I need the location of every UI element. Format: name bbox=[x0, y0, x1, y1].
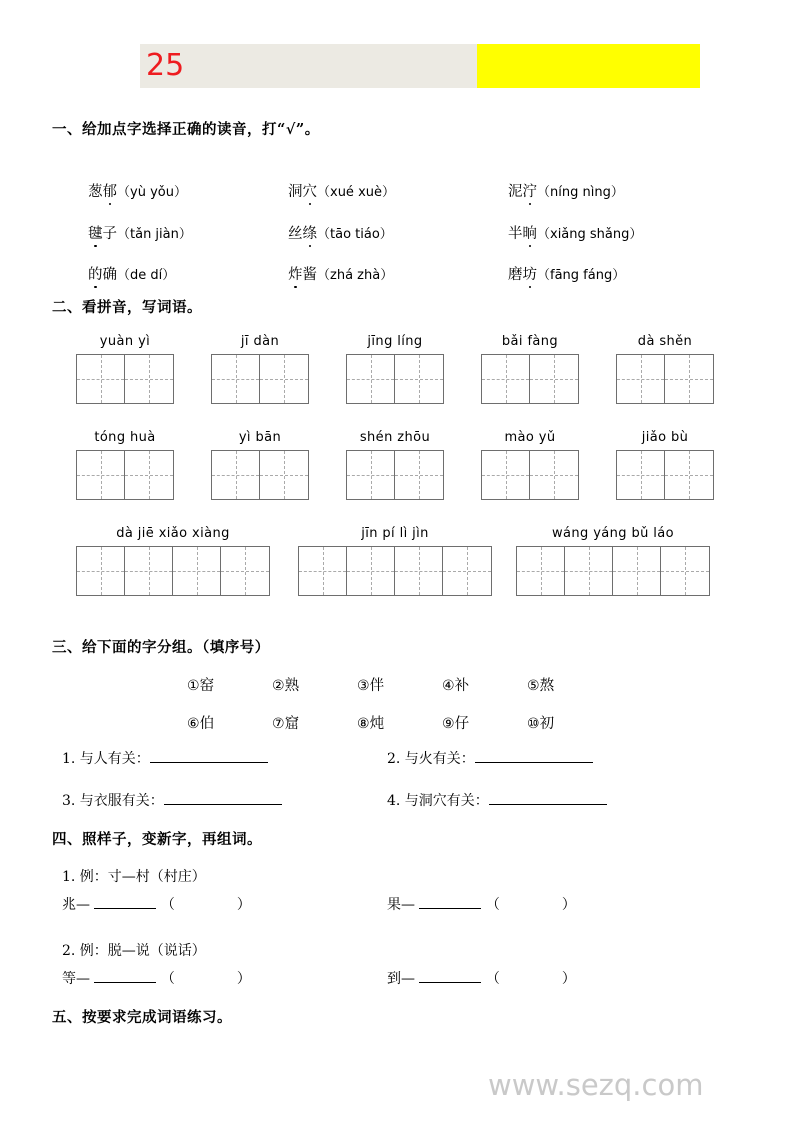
group-question[interactable] bbox=[62, 748, 268, 768]
choice-options[interactable]: （xiǎng shǎng） bbox=[537, 227, 643, 242]
pinyin-write-group[interactable] bbox=[76, 526, 270, 596]
char-glyph: 伴 bbox=[369, 678, 385, 694]
tianzige-cell[interactable] bbox=[125, 451, 173, 499]
choice-options[interactable]: （tǎn jiàn） bbox=[117, 227, 192, 242]
new-char-blank[interactable] bbox=[94, 908, 156, 909]
tianzige-cell[interactable] bbox=[173, 547, 221, 595]
tianzige-cell[interactable] bbox=[260, 355, 308, 403]
char-index: ⑤ bbox=[527, 678, 540, 694]
choice-word-post: 确 bbox=[102, 267, 117, 283]
site-watermark: www.sezq.com bbox=[488, 1068, 704, 1102]
tianzige-grid[interactable] bbox=[516, 546, 710, 596]
group-question-label: 2. 与火有关： bbox=[387, 751, 475, 767]
pinyin-label: jīn pí lì jìn bbox=[361, 526, 429, 541]
close-paren: ） bbox=[236, 897, 251, 913]
tianzige-cell[interactable] bbox=[395, 547, 443, 595]
tianzige-cell[interactable] bbox=[482, 451, 530, 499]
tianzige-grid[interactable] bbox=[76, 546, 270, 596]
section-4-example-2: 2. 例：脱—说（说话） bbox=[62, 943, 206, 959]
tianzige-cell[interactable] bbox=[77, 355, 125, 403]
pinyin-label: dà shěn bbox=[637, 334, 693, 349]
tianzige-grid[interactable] bbox=[481, 450, 579, 500]
pinyin-label: yì bān bbox=[238, 430, 282, 445]
pinyin-label: mào yǔ bbox=[504, 430, 556, 445]
pinyin-write-group[interactable] bbox=[616, 334, 714, 404]
choice-word-pre: 泥 bbox=[508, 184, 523, 200]
open-paren: （ bbox=[160, 971, 175, 987]
choice-word-pre: 洞 bbox=[288, 184, 303, 200]
char-index: ⑩ bbox=[527, 716, 540, 732]
char-index: ① bbox=[187, 678, 200, 694]
char-index: ④ bbox=[442, 678, 455, 694]
tianzige-grid[interactable] bbox=[481, 354, 579, 404]
new-char-blank[interactable] bbox=[419, 908, 481, 909]
pinyin-write-group[interactable] bbox=[346, 334, 444, 404]
char-glyph: 仔 bbox=[454, 716, 470, 732]
choice-options[interactable]: （tāo tiáo） bbox=[317, 227, 393, 242]
tianzige-cell[interactable] bbox=[347, 451, 395, 499]
section-1-title: 一、给加点字选择正确的读音，打“√”。 bbox=[52, 121, 320, 138]
choice-word-pre: 葱 bbox=[88, 184, 103, 200]
choice-item[interactable] bbox=[288, 222, 393, 243]
choice-word-pre: 半 bbox=[508, 226, 523, 242]
section-4-title: 四、照样子，变新字，再组词。 bbox=[52, 831, 262, 848]
char-glyph: 窑 bbox=[199, 678, 215, 694]
tianzige-cell[interactable] bbox=[260, 451, 308, 499]
tianzige-cell[interactable] bbox=[530, 451, 578, 499]
choice-word-dotted: 毽 bbox=[88, 222, 103, 243]
group-question-label: 4. 与洞穴有关： bbox=[387, 793, 489, 809]
choice-item[interactable] bbox=[508, 222, 642, 243]
choice-word-dotted: 的 bbox=[88, 263, 103, 284]
char-glyph: 初 bbox=[539, 716, 555, 732]
char-index: ② bbox=[272, 678, 285, 694]
pinyin-write-group[interactable] bbox=[516, 526, 710, 596]
new-char-blank[interactable] bbox=[419, 982, 481, 983]
choice-item[interactable] bbox=[88, 180, 187, 201]
tianzige-grid[interactable] bbox=[76, 354, 174, 404]
char-glyph: 熬 bbox=[539, 678, 555, 694]
char-index: ⑧ bbox=[357, 716, 370, 732]
new-char-exercise[interactable] bbox=[387, 894, 576, 914]
section-5-title: 五、按要求完成词语练习。 bbox=[52, 1009, 232, 1026]
choice-options[interactable]: （yù yǒu） bbox=[117, 185, 187, 200]
tianzige-cell[interactable] bbox=[395, 355, 443, 403]
numbered-char-item[interactable] bbox=[527, 674, 554, 695]
group-question[interactable] bbox=[62, 790, 282, 810]
choice-word-dotted: 坊 bbox=[523, 263, 538, 284]
choice-word-dotted: 晌 bbox=[523, 222, 538, 243]
numbered-char-item[interactable] bbox=[357, 674, 384, 695]
tianzige-cell[interactable] bbox=[125, 355, 173, 403]
pinyin-label: bǎi fàng bbox=[501, 334, 559, 349]
choice-item[interactable] bbox=[288, 263, 393, 284]
tianzige-cell[interactable] bbox=[665, 355, 713, 403]
numbered-char-item[interactable] bbox=[357, 712, 384, 733]
pinyin-label: wáng yáng bǔ láo bbox=[551, 526, 675, 541]
numbered-char-item[interactable] bbox=[272, 674, 299, 695]
tianzige-cell[interactable] bbox=[125, 547, 173, 595]
new-char-lead: 果— bbox=[387, 897, 415, 913]
numbered-char-item[interactable] bbox=[187, 674, 214, 695]
tianzige-cell[interactable] bbox=[77, 451, 125, 499]
tianzige-cell[interactable] bbox=[565, 547, 613, 595]
tianzige-grid[interactable] bbox=[298, 546, 492, 596]
pinyin-write-group[interactable] bbox=[211, 334, 309, 404]
tianzige-cell[interactable] bbox=[212, 355, 260, 403]
group-question[interactable] bbox=[387, 790, 607, 810]
choice-word-pre: 丝 bbox=[288, 226, 303, 242]
tianzige-cell[interactable] bbox=[517, 547, 565, 595]
close-paren: ） bbox=[236, 971, 251, 987]
numbered-char-item[interactable] bbox=[442, 712, 469, 733]
pinyin-label: jiǎo bù bbox=[641, 430, 689, 445]
new-char-lead: 兆— bbox=[62, 897, 90, 913]
tianzige-cell[interactable] bbox=[347, 355, 395, 403]
tianzige-grid[interactable] bbox=[616, 450, 714, 500]
char-glyph: 伯 bbox=[199, 716, 215, 732]
choice-options[interactable]: （de dí） bbox=[117, 268, 176, 283]
choice-word-pre: 磨 bbox=[508, 267, 523, 283]
pinyin-write-group[interactable] bbox=[346, 430, 444, 500]
choice-word-post: 子 bbox=[102, 226, 117, 242]
char-glyph: 窟 bbox=[284, 716, 300, 732]
answer-blank[interactable] bbox=[150, 762, 268, 763]
char-index: ⑥ bbox=[187, 716, 200, 732]
pinyin-label: yuàn yì bbox=[99, 334, 151, 349]
tianzige-cell[interactable] bbox=[617, 451, 665, 499]
pinyin-label: dà jiē xiǎo xiàng bbox=[116, 526, 230, 541]
char-glyph: 熟 bbox=[284, 678, 300, 694]
new-char-exercise[interactable] bbox=[387, 968, 576, 988]
header-yellow-highlight bbox=[477, 44, 700, 88]
numbered-char-item[interactable] bbox=[187, 712, 214, 733]
pinyin-write-group[interactable] bbox=[211, 430, 309, 500]
choice-word-dotted: 泞 bbox=[523, 180, 538, 201]
tianzige-cell[interactable] bbox=[482, 355, 530, 403]
pinyin-write-group[interactable] bbox=[76, 430, 174, 500]
tianzige-grid[interactable] bbox=[346, 450, 444, 500]
tianzige-cell[interactable] bbox=[530, 355, 578, 403]
section-2-title: 二、看拼音，写词语。 bbox=[52, 299, 202, 316]
pinyin-label: jī dàn bbox=[240, 334, 280, 349]
open-paren: （ bbox=[485, 897, 500, 913]
choice-word-post: 酱 bbox=[302, 267, 317, 283]
pinyin-write-group[interactable] bbox=[298, 526, 492, 596]
char-glyph: 补 bbox=[454, 678, 470, 694]
group-question[interactable] bbox=[387, 748, 593, 768]
tianzige-cell[interactable] bbox=[77, 547, 125, 595]
close-paren: ） bbox=[561, 971, 576, 987]
tianzige-cell[interactable] bbox=[395, 451, 443, 499]
tianzige-grid[interactable] bbox=[76, 450, 174, 500]
pinyin-label: jīng líng bbox=[367, 334, 423, 349]
choice-word-dotted: 郁 bbox=[103, 180, 118, 201]
char-glyph: 炖 bbox=[369, 716, 385, 732]
choice-item[interactable] bbox=[508, 263, 625, 284]
section-3-title: 三、给下面的字分组。（填序号） bbox=[52, 639, 270, 656]
open-paren: （ bbox=[160, 897, 175, 913]
choice-options[interactable]: （xué xuè） bbox=[317, 185, 395, 200]
tianzige-cell[interactable] bbox=[221, 547, 269, 595]
choice-options[interactable]: （zhá zhà） bbox=[317, 268, 394, 283]
choice-item[interactable] bbox=[88, 222, 192, 243]
choice-word-dotted: 绦 bbox=[303, 222, 318, 243]
tianzige-grid[interactable] bbox=[211, 450, 309, 500]
header-banner bbox=[140, 44, 700, 88]
tianzige-cell[interactable] bbox=[665, 451, 713, 499]
pinyin-write-group[interactable] bbox=[616, 430, 714, 500]
choice-word-dotted: 穴 bbox=[303, 180, 318, 201]
new-char-lead: 等— bbox=[62, 971, 90, 987]
pinyin-write-group[interactable] bbox=[76, 334, 174, 404]
header-beige-bar bbox=[140, 44, 477, 88]
tianzige-cell[interactable] bbox=[347, 547, 395, 595]
group-question-label: 1. 与人有关： bbox=[62, 751, 150, 767]
tianzige-cell[interactable] bbox=[617, 355, 665, 403]
tianzige-cell[interactable] bbox=[212, 451, 260, 499]
new-char-exercise[interactable] bbox=[62, 968, 251, 988]
new-char-lead: 到— bbox=[387, 971, 415, 987]
lesson-number: 25 bbox=[146, 48, 185, 83]
numbered-char-item[interactable] bbox=[272, 712, 299, 733]
choice-item[interactable] bbox=[288, 180, 395, 201]
pinyin-label: shén zhōu bbox=[359, 430, 431, 445]
tianzige-cell[interactable] bbox=[613, 547, 661, 595]
pinyin-write-group[interactable] bbox=[481, 430, 579, 500]
choice-item[interactable] bbox=[508, 180, 624, 201]
tianzige-grid[interactable] bbox=[346, 354, 444, 404]
new-char-exercise[interactable] bbox=[62, 894, 251, 914]
open-paren: （ bbox=[485, 971, 500, 987]
char-index: ⑨ bbox=[442, 716, 455, 732]
close-paren: ） bbox=[561, 897, 576, 913]
numbered-char-item[interactable] bbox=[527, 712, 554, 733]
tianzige-cell[interactable] bbox=[443, 547, 491, 595]
tianzige-cell[interactable] bbox=[661, 547, 709, 595]
section-4-example-1: 1. 例：寸—村（村庄） bbox=[62, 869, 206, 885]
answer-blank[interactable] bbox=[475, 762, 593, 763]
tianzige-cell[interactable] bbox=[299, 547, 347, 595]
new-char-blank[interactable] bbox=[94, 982, 156, 983]
answer-blank[interactable] bbox=[164, 804, 282, 805]
tianzige-grid[interactable] bbox=[616, 354, 714, 404]
tianzige-grid[interactable] bbox=[211, 354, 309, 404]
char-index: ③ bbox=[357, 678, 370, 694]
numbered-char-item[interactable] bbox=[442, 674, 469, 695]
choice-options[interactable]: （fāng fáng） bbox=[537, 268, 626, 283]
choice-item[interactable] bbox=[88, 263, 175, 284]
pinyin-write-group[interactable] bbox=[481, 334, 579, 404]
answer-blank[interactable] bbox=[489, 804, 607, 805]
choice-options[interactable]: （níng nìng） bbox=[537, 185, 624, 200]
char-index: ⑦ bbox=[272, 716, 285, 732]
choice-word-dotted: 炸 bbox=[288, 263, 303, 284]
group-question-label: 3. 与衣服有关： bbox=[62, 793, 164, 809]
pinyin-label: tóng huà bbox=[94, 430, 156, 445]
